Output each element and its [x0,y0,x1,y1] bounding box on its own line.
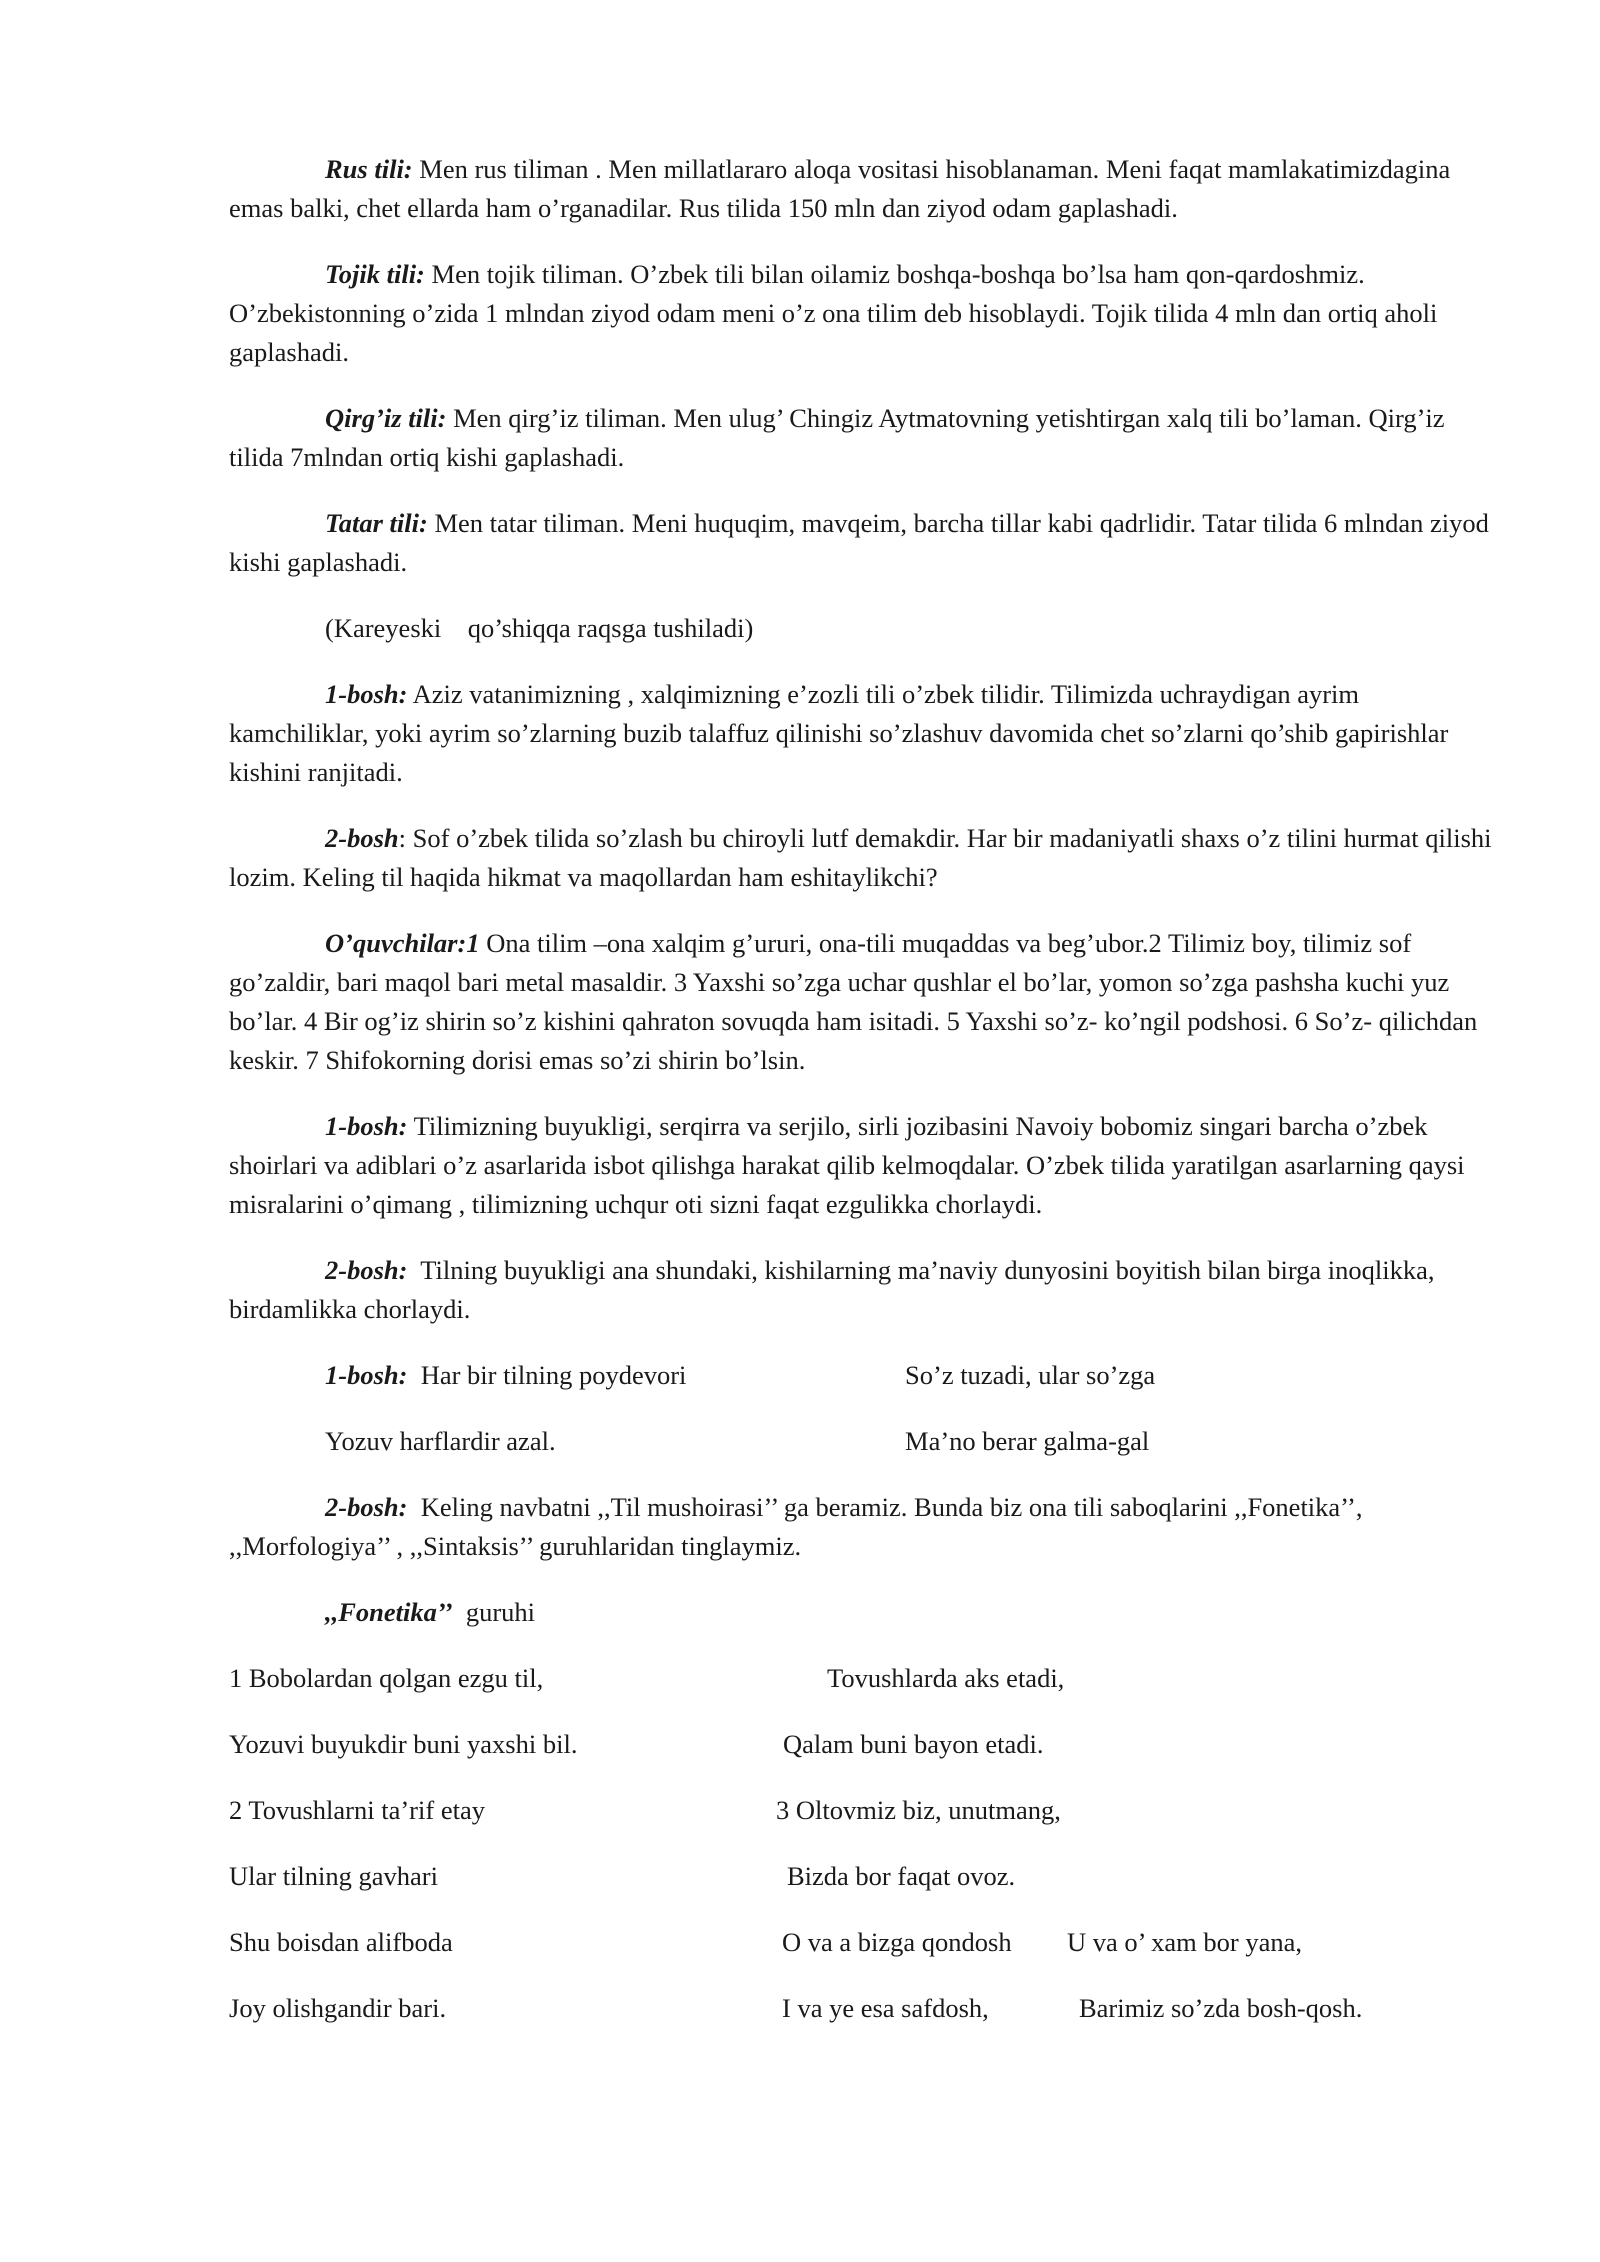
paragraph-2-bosh [229,819,1499,897]
paragraph-text: Tilimizning buyukligi, serqirra va serjilo, sirli jozibasini Navoiy bobomiz singari barcha o’zbek shoirlari va adiblari o’z asarlarida isbot qilishga harakat qilib kelmoqdalar. O’zbek tilida yaratilgan asarlarning qaysi misralarini o’qimang , tilimizning uchqur oti sizni faqat ezgulikka chorlaydi. [229,1111,1465,1219]
poem-left: 1 Bobolardan qolgan ezgu til, [229,1663,544,1693]
group-title: ,,Fonetika’’ [325,1597,453,1627]
paragraph-2-bosh-3 [229,1488,1499,1566]
paragraph-text: Men tojik tiliman. O’zbek tili bilan oilamiz boshqa-boshqa bo’lsa ham qon-qardoshmiz. O’zbekistonning o’zida 1 mlndan ziyod odam meni o’z ona tilim deb hisoblaydi. Tojik tilida 4 mln dan ortiq aholi gaplashadi. [229,259,1438,367]
poem-extra: U va o’ xam bor yana, [1067,1927,1302,1957]
paragraph-tatar-tili [229,504,1499,582]
speaker-label: 2-bosh: [325,1492,408,1522]
poem-right: Bizda bor faqat ovoz. [787,1861,1016,1891]
poem-right: Tovushlarda aks etadi, [827,1663,1065,1693]
speaker-label: Rus tili: [325,154,413,184]
paragraph-qirgiz-tili [229,399,1499,477]
paragraph-text: Men qirg’iz tiliman. Men ulug’ Chingiz Aytmatovning yetishtirgan xalq tili bo’laman. Qirg’iz tilida 7mlndan ortiq kishi gaplashadi. [229,403,1445,472]
paragraph-1-bosh [229,675,1499,792]
verse-right: So’z tuzadi, ular so’zga [905,1360,1156,1390]
paragraph-text: Men tatar tiliman. Meni huquqim, mavqeim, barcha tillar kabi qadrlidir. Tatar tilida 6 mlndan ziyod kishi gaplashadi. [229,508,1489,577]
verse-left [325,1356,686,1395]
paragraph-oquvchilar [229,924,1499,1080]
verse-right: Ma’no berar galma-gal [905,1426,1150,1456]
paragraph-rus-tili [229,150,1499,228]
document-body [229,150,1499,2055]
poem-line [229,1857,1499,1896]
stage-direction [229,609,1499,648]
paragraph-text: : Sof o’zbek tilida so’zlash bu chiroyli lutf demakdir. Har bir madaniyatli shaxs o’z tilini hurmat qilishi lozim. Keling til haqida hikmat va maqollardan ham eshitaylikchi? [229,823,1492,892]
verse-line [229,1356,1499,1395]
poem-line [229,1725,1499,1764]
speaker-label: 1-bosh: [325,1111,408,1141]
poem-line [229,1791,1499,1830]
poem-right: I va ye esa safdosh, [782,1993,989,2023]
poem-right: O va a bizga qondosh [782,1927,1012,1957]
speaker-label: Tojik tili: [325,259,425,289]
speaker-label: 2-bosh: [325,1255,408,1285]
poem-left: Ular tilning gavhari [229,1861,438,1891]
poem-left: Shu boisdan alifboda [229,1927,453,1957]
poem-extra: Barimiz so’zda bosh-qosh. [1079,1993,1363,2023]
poem-line [229,1923,1499,1962]
paragraph-1-bosh-2 [229,1107,1499,1224]
poem-line [229,1989,1499,2028]
paragraph-text: Aziz vatanimizning , xalqimizning e’zozli tili o’zbek tilidir. Tilimizda uchraydigan ayrim kamchiliklar, yoki ayrim so’zlarning buzib talaffuz qilinishi so’zlashuv davomida chet so’zlarni qo’shib gapirishlar kishini ranjitadi. [229,679,1449,787]
group-suffix: guruhi [452,1597,536,1627]
verse-left: Yozuv harflardir azal. [325,1426,556,1456]
paragraph-text: (Kareyeski qo’shiqqa raqsga tushiladi) [325,613,754,643]
group-heading [229,1593,1499,1632]
verse-text: Har bir tilning poydevori [407,1360,687,1390]
speaker-label: Tatar tili: [325,508,428,538]
poem-right: Qalam buni bayon etadi. [783,1729,1044,1759]
speaker-label: Qirg’iz tili: [325,403,447,433]
poem-left: Joy olishgandir bari. [229,1993,447,2023]
poem-left: Yozuvi buyukdir buni yaxshi bil. [229,1729,578,1759]
poem-right: 3 Oltovmiz biz, unutmang, [776,1795,1061,1825]
speaker-label: 1-bosh: [325,679,408,709]
poem-line [229,1659,1499,1698]
paragraph-text: Ona tilim –ona xalqim g’ururi, ona-tili muqaddas va beg’ubor.2 Tilimiz boy, tilimiz sof go’zaldir, bari maqol bari metal masaldir. 3 Yaxshi so’zga uchar qushlar el bo’lar, yomon so’zga pashsha kuchi yuz bo’lar. 4 Bir og’iz shirin so’z kishini qahraton sovuqda ham isitadi. 5 Yaxshi so’z- ko’ngil podshosi. 6 So’z- qilichdan keskir. 7 Shifokorning dorisi emas so’zi shirin bo’lsin. [229,928,1478,1075]
verse-line [229,1422,1499,1461]
speaker-label: O’quvchilar:1 [325,928,480,958]
paragraph-text: Men rus tiliman . Men millatlararo aloqa vositasi hisoblanaman. Meni faqat mamlakatimizdagina emas balki, chet ellarda ham o’rganadilar. Rus tilida 150 mln dan ziyod odam gaplashadi. [229,154,1451,223]
speaker-label: 2-bosh [325,823,399,853]
paragraph-2-bosh-2 [229,1251,1499,1329]
speaker-label: 1-bosh: [325,1360,408,1390]
paragraph-tojik-tili [229,255,1499,372]
paragraph-text: Keling navbatni ,,Til mushoirasi’’ ga beramiz. Bunda biz ona tili saboqlarini ,,Fonetika’’, ,,Morfologiya’’ , ,,Sintaksis’’ guruhlaridan tinglaymiz. [229,1492,1370,1561]
paragraph-text: Tilning buyukligi ana shundaki, kishilarning ma’naviy dunyosini boyitish bilan birga inoqlikka, birdamlikka chorlaydi. [229,1255,1442,1324]
poem-left: 2 Tovushlarni ta’rif etay [229,1795,485,1825]
